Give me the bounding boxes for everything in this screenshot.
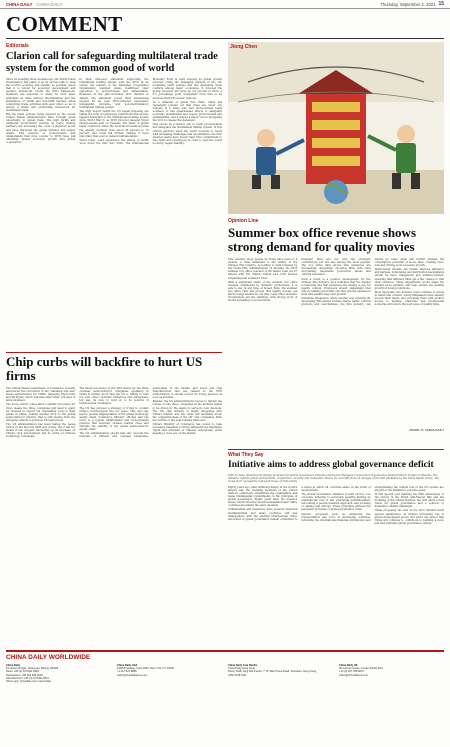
footer-line: China Daily Hong Kong xyxy=(228,667,255,671)
footer-column-name: China Daily Asia Pacific xyxy=(228,664,258,667)
whatsay-headline: Initiative aims to address global governance deficit xyxy=(228,460,434,470)
chips-body xyxy=(6,387,222,646)
chips-paragraph: The US administration should take into account the interests of Chinese and overseas businesses, particularly in the middle, and lower end chip manufacturers that are related to the VEO authorization. It should correct its wrong practice as soon as possible. xyxy=(79,387,222,439)
footer-column xyxy=(228,664,333,683)
cartoon-illustration xyxy=(228,42,444,214)
header-date: Thursday, September 2, 2021 xyxy=(380,1,436,7)
opinion-headline: Summer box office revenue shows strong demand for quality movies xyxy=(228,225,417,254)
editorials-paragraph: This serves as a clarion call to resist protectionism and safeguard the multilateral trading system. In this critical juncture when the world economy is faced with increasing challenges and uncertainties, the SCO member states have shown their firm commitment to free trade and opening-up in order to help the world economy regain stability. xyxy=(152,123,222,145)
chips-paragraph: China's Ministry of Commerce has vowed to take necessary measures to firmly safeguard the legitimate rights and interests of Chinese enterprises, while keeping a close eye on the matter. xyxy=(152,423,222,436)
masthead-rule xyxy=(6,38,444,39)
footer-line: News: +86 (0) 10 6491 8366 xyxy=(6,670,39,674)
chips-headline: Chip curbs will backfire to hurt US firms xyxy=(6,354,203,383)
header-edition: CHINA DAILY xyxy=(36,1,63,7)
editorials-paragraph: In their first-ever statement supporting the multilateral trading system with the WTO at its center, the leaders of the Shanghai Cooperation Organization member states reaffirmed their opposition to protectionism and unilateralism. Released at the just-concluded SCO Summit in Tianjin, the statement voiced their unwavering support for an open WTO-centered, rule-based, transparent, inclusive, and non-discriminatory multilateral trading system. xyxy=(79,78,149,109)
opinion-paragraph: Industrial integration offers another way forward. By developing film-related tourism, theme parks, cultural products and merchandise, the film industry can extend its value chain and further unleash the consumption potential of movie fans, creating more jobs and driving local economic growth. xyxy=(301,258,444,307)
whatsay-rule xyxy=(228,449,444,450)
editorial-cartoon xyxy=(228,42,444,214)
editorials-paragraph: World trade could experience the effects of tariffs 'slow down the fast' into 2026. The International Monetary Fund in April lowered its global growth forecast, citing the damaging impacts of the US' escalating tariff policies and the deepening trade conflicts among major economies. It forecast the global economy will grow by 2.8 percent in 2025, a 0.5 percentage point downgrade from that in its previous World Economic Outlook. xyxy=(79,78,222,145)
footer-line: +44 (0) 207 398 8270 xyxy=(339,670,364,674)
footer-column-name: China Daily UK xyxy=(339,664,358,667)
opinion-article xyxy=(228,218,444,446)
footer-line: Room 1818, Hing Wai Centre, 7 Tin Wan Praya Road, Aberdeen, Hong Kong xyxy=(228,670,317,674)
whatsay-paragraph: The Global Governance Initiative is built on five core concepts: adhering to sovereign equality, abiding by international rule of law, practicing multilateralism, advocating a people-centered approach, and focusing on taking real actions. These principles address the persistent problems of global governance today. xyxy=(301,492,371,512)
whatsay-paragraph: China proposing the GGI at the SCO Summit holds special significance. As China's increasing role in global development grows, the world can expect that China will continue to contribute to building a more just and equitable global governance system. xyxy=(374,509,444,525)
top-bar xyxy=(0,0,450,9)
whatsay-editors-note: Editor's Note: President Xi Jinping proposed the Global Governance Initiative during the Shanghai Cooperation Organization Summit held in Tianjin on Monday. The initiative reflects global development, cooperation, security and civilization. Below are excerpts from an analysis of the GGI published by the China Media Group. The views don't necessarily represent those of China Daily. xyxy=(228,473,440,483)
whatsay-paragraph: Specific proposals such as enhancing the representation and voice of developing countries, reforming the international financial architecture and strengthening the central role of the UN system are all part of the initiative's concrete goals. xyxy=(301,485,444,522)
chips-paragraph: The United States Department of Commerce recently announced the revocation of the 'validated end-user' status authorization for TSMC, Samsung Electronics and SK Hynix, which will take effect after 120 days of announcement. xyxy=(6,387,76,403)
editorials-paragraph: But the trade policies being adopted by the recent United States administration have brought great uncertainty to global trade. The high tariffs and unilateral protectionist policies on major trading partners are increasing the costs of imported goods and have disrupted the global industry and supply chains. This practice of protectionism and unilateralism that runs counter to WTO rules will ultimately hinder economic growth and global cooperation. xyxy=(6,113,76,144)
editorials-body xyxy=(6,78,222,340)
editorials-block xyxy=(6,43,222,349)
whatsay-label: What They Say xyxy=(228,452,264,458)
footer-title: CHINA DAILY WORLDWIDE xyxy=(6,654,91,661)
footer-line: editor@chinadailyusa.com xyxy=(117,673,148,677)
footer-line: Advertisement: +86 (0) 10 6491 8631 xyxy=(6,676,49,680)
whatsay-body xyxy=(228,486,444,636)
whatsay-paragraph: In this special year marking the 80th anniversary of the victory in the World Anti-Fascist War and the founding of the United Nations, the GGI offers a new vision for global governance and a solution to humanity's shared challenges. xyxy=(374,492,444,509)
chips-paragraph: The US has pursued a strategy of trying to contain China's technological rise for years. This will only lead to greater fragmentation of the global technology supply chain. Commerce Ministry officials said the move is a typical unilateralism and protectionism practice that seriously violates market rules and disrupts the stability of the global semiconductor supply chain. xyxy=(79,406,149,432)
opinion-paragraph: With a significant share of the summer box office revenue contributed by domestic productions, it is safe to say, in any time of honest films, the summer box office rally has proven that quality movies can attract large audiences. Ne Zha 2 and other domestic blockbusters led the rankings, with strong word of mouth spreading on social media. xyxy=(228,280,298,303)
footer-line: 90 Cannon Street, London EC4N 6HA xyxy=(339,667,383,671)
chips-paragraph: The latest revocation of the VEO status for the three overseas semiconductor companies operating in China is further proof that the US is willing to hurt not only other countries' industries and enterprises, but also its own, to hold on to its position of technological dominance. xyxy=(79,387,149,406)
chips-paragraph: The US administration has been taking the pause button in the Sino-US tariff war of late, but it has not meant it has stopped ratcheting up its blockade on China's tech development and its curbs on Chinese technology companies. xyxy=(6,423,76,439)
opinion-label: Opinion Line xyxy=(228,218,259,224)
editorials-headline: Clarion call for safeguarding multilateral trade system for the common good of world xyxy=(6,51,218,74)
footer-line: +852 2518 5111 xyxy=(228,673,247,677)
whatsay-paragraph: Eighty years ago, after suffering deeply in the world's largest war, the founding members of the United Nations collectively established the organization and made fundamental commitments to the principles of global governance. Eighty years later, the question arises: which direction should humankind take? Many countries are asking the same question. xyxy=(228,485,298,508)
editorials-paragraph: Since its founding three decades ago, the World Trade Organization has taken it as its sacred task to help the world's economy and steadily as possible, given that it is robust for economic development and people's livelihoods. Under the WTO framework, members are expected to abide by such basic principles as trade without discrimination and the elimination of tariffs and non-tariff barriers when conducting trade activities with each other, so as to ensure a stable and predictable framework for multilateral trade. xyxy=(6,78,76,112)
chips-paragraph: Besides, the US administration's moves to tighten the screws on the three companies at the moment seems to be driven by the desire to serve its own interests. The US' chip industry is highly integrated with China's market, and the curbs will inevitably erode the competitiveness of the US' own companies. Both are victims of the long-running trade war. xyxy=(152,400,222,422)
footer-line: 1500 Broadway, Suite 2800, New York, NY 10036 xyxy=(117,667,175,671)
footer-line: editor@chinadailyuk.com xyxy=(339,673,369,677)
whatsay-paragraph: Unilateralism and hegemony have severely impacted multilateralism and many countries still feel disappointed with the existing international order. Advocates of global governance remain committed to a vision in which all countries share in the fruits of development. xyxy=(228,485,371,521)
cartoon-artist: Jiong Chen xyxy=(230,44,258,50)
footer-grid xyxy=(6,664,444,683)
footer-column xyxy=(339,664,444,683)
footer-line: 15 Huixin Dongjie, Chaoyang, Beijing 100029 xyxy=(6,667,59,671)
chips-rule xyxy=(6,352,222,353)
footer-column xyxy=(6,664,111,683)
chips-paragraph: The move, which comes after a similar revocation for Intel, means the three companies will need to apply for licenses to import US chipmaking tools to their plants in China, dealing another blow to the global semiconductor industry that is still reeling from the disruptive effects of previous US restrictions. xyxy=(6,403,76,422)
opinion-paragraph: Institutional reforms can further improve efficiency and fairness. Scheduling and distribution mechanisms should be more transparent and market-oriented, ensuring that different films get a fair chance to find their audience. These adjustments would make the market more dynamic and help sustain the healthy growth of local productions. xyxy=(374,268,444,290)
footer-line: +1 212 537 8888 xyxy=(117,670,137,674)
editorials-paragraph: The high import tariffs the US began imposing are taking the form of technology restrictions that are the biggest disruption to the international trading system since World War II, as WTO Director-General Ngozi Okonjo-Iweala said on Tuesday. The share of global trade conducted under the most-favored-nation terms has already declined from about 80 percent to 72 percent, and could fall further, making it more important than ever to defend multilateralism. xyxy=(79,109,149,138)
chips-article xyxy=(6,352,222,646)
footer-line: Phone app: chinadaily.com.cn/e/mobile xyxy=(6,680,51,684)
opinion-paragraph: Such a trend is a positive development for the Chinese film industry, as it indicates that the market is maturing and that audiences are willing to pay for quality content. Producers should understand that only by making good films can they win the audience's trust and sustain long-term growth. xyxy=(301,277,371,297)
footer-column-name: China Daily USA xyxy=(117,664,138,667)
opinion-body xyxy=(228,258,444,428)
header-logo: CHINA DAILY xyxy=(6,1,33,7)
editorials-paragraph: As a defender of global free trade, China has repeatedly pointed out that there are never any winners in a trade war, and protectionism leads nowhere. It has spearheaded efforts to safeguard economic globalization and oppose protectionism and unilateralism, and it played a major role in prompting the SCO to release the statement. xyxy=(152,100,222,123)
footer-column-name: China Daily xyxy=(6,664,21,667)
opinion-paragraph: This summer, more people in China have been to a cinema, a clear testament to the vitality of the Chinese film industry. According to data released by the China Film Administration on Monday, the 2025 summer box office reached 11.98 billion yuan ($1.67 billion) with 321 million tickets sold, both metrics surpassing last summer's total. xyxy=(228,258,298,280)
footer-contacts xyxy=(6,650,444,744)
footer-column xyxy=(117,664,222,683)
editorials-label: Editorials xyxy=(6,43,29,49)
opinion-signoff: ZHANG YI, CHINA DAILY xyxy=(409,428,444,432)
section-masthead: COMMENT xyxy=(6,12,123,36)
opinion-paragraph: Most important, the industry must continue to invest in talent and content. Young filmmakers have already proven their talent, and providing them with greater access to funding, platforms and professional networks will unlock the next wave of quality films. xyxy=(374,290,444,307)
page-number: 15 xyxy=(438,1,444,7)
opinion-paragraph: Domestic films are not only the strongest contributors, but are also among the most popular. The box office data shows that audiences are increasingly discerning, choosing films with solid storytelling, impressive production values and cultural resonance. xyxy=(301,258,371,277)
footer-line: Subscription: +86 400 699 0203 xyxy=(6,673,43,677)
whatsay-article xyxy=(228,449,444,646)
